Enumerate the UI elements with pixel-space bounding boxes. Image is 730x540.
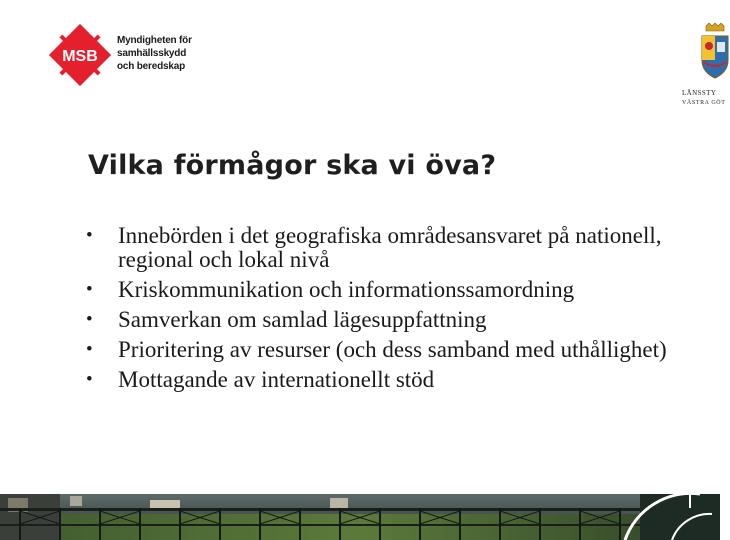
bullet-icon: •: [86, 225, 93, 246]
msb-name-line: Myndigheten för: [117, 35, 192, 46]
list-item: [84, 338, 704, 362]
list-item: [84, 368, 704, 392]
msb-badge-text: MSB: [62, 48, 98, 65]
slide-title: Vilka förmågor ska vi öva?: [88, 150, 497, 181]
list-item: [84, 224, 704, 272]
msb-name-line: samhällsskydd: [117, 48, 187, 59]
lansstyrelsen-crest: [700, 22, 730, 84]
bullet-text: Innebörden i det geografiska områdesansvaret på nationell, regional och lokal nivå: [118, 223, 662, 272]
list-item: [84, 308, 704, 332]
bullet-icon: •: [86, 279, 93, 300]
footer-photo: [0, 494, 720, 540]
bullet-text: Prioritering av resurser (och dess samband med uthållighet): [118, 337, 667, 362]
msb-name: [117, 34, 192, 73]
list-item: [84, 278, 704, 302]
lansstyrelsen-line1: LÄNSSTY: [682, 89, 717, 97]
msb-name-line: och beredskap: [117, 61, 185, 72]
bullet-icon: •: [86, 369, 93, 390]
lansstyrelsen-wordmark: [682, 88, 726, 108]
bullet-icon: •: [86, 339, 93, 360]
bullet-icon: •: [86, 309, 93, 330]
bullet-text: Samverkan om samlad lägesuppfattning: [118, 307, 487, 332]
lansstyrelsen-line2: VÄSTRA GÖT: [682, 100, 726, 106]
msb-logo: [44, 20, 116, 90]
bullet-list: [84, 224, 704, 398]
bullet-text: Kriskommunikation och informationssamordning: [118, 277, 575, 302]
bullet-text: Mottagande av internationellt stöd: [118, 367, 435, 392]
